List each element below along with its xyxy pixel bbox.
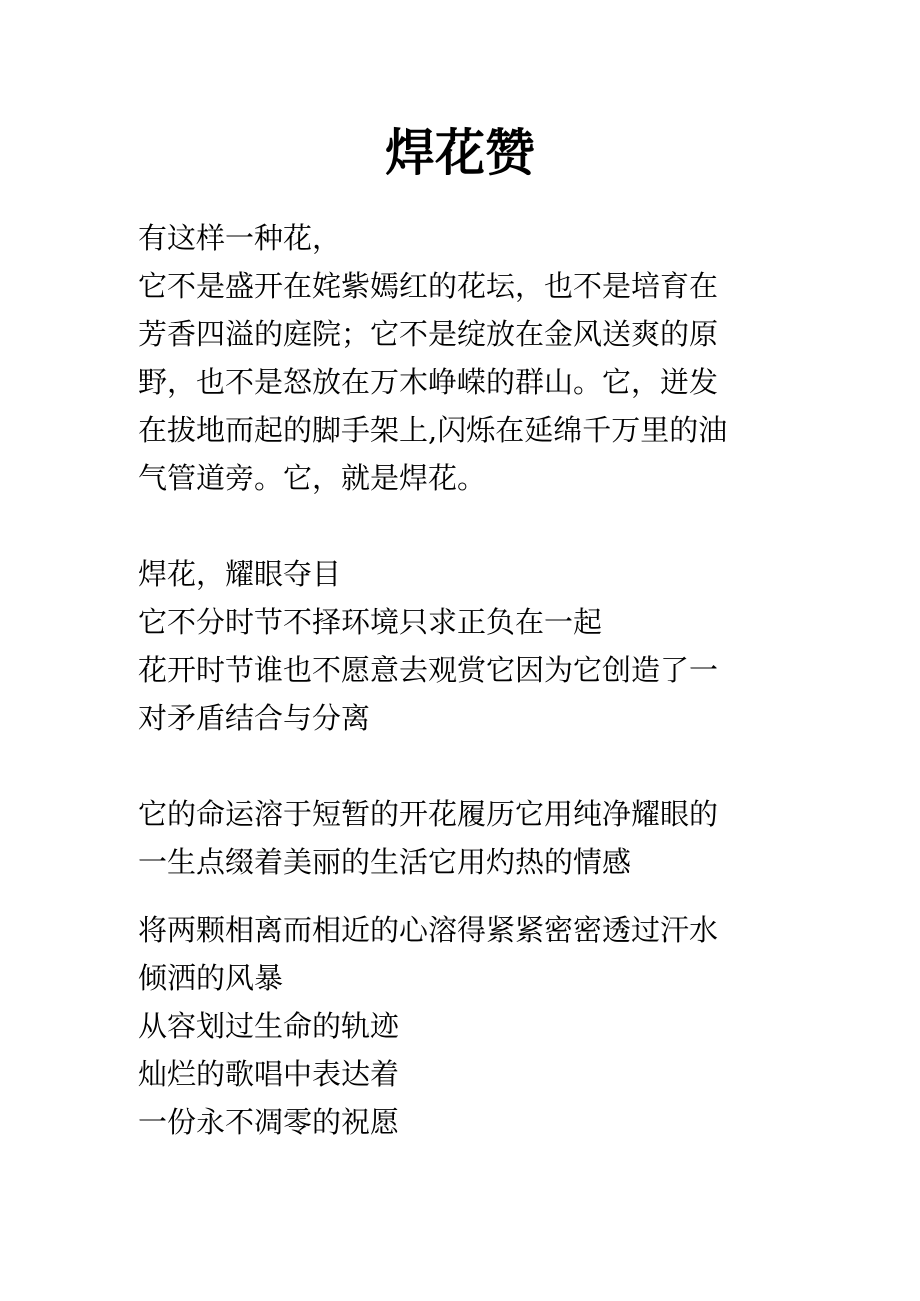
text-line: 倾洒的风暴 bbox=[138, 961, 284, 995]
paragraph-4 bbox=[138, 906, 788, 1146]
text-line: 一份永不凋零的祝愿 bbox=[138, 1105, 400, 1139]
text-line: 从容划过生命的轨迹 bbox=[138, 1009, 400, 1043]
text-line: 在拔地而起的脚手架上,闪烁在延绵千万里的油 bbox=[138, 413, 728, 447]
document-title: 焊花赞 bbox=[385, 124, 535, 182]
text-line: 它不是盛开在姹紫嫣红的花坛，也不是培育在 bbox=[138, 269, 719, 303]
paragraph-spacer bbox=[138, 886, 788, 906]
text-line: 芳香四溢的庭院；它不是绽放在金风送爽的原 bbox=[138, 317, 719, 351]
text-line: 气管道旁。它，就是焊花。 bbox=[138, 461, 487, 495]
paragraph-spacer bbox=[138, 502, 788, 550]
text-line: 对矛盾结合与分离 bbox=[138, 701, 371, 735]
paragraph-2 bbox=[138, 550, 788, 742]
text-line: 野，也不是怒放在万木峥嵘的群山。它，迸发 bbox=[138, 365, 719, 399]
text-line: 将两颗相离而相近的心溶得紧紧密密透过汗水 bbox=[138, 913, 719, 947]
document-body bbox=[138, 214, 788, 1146]
paragraph-3 bbox=[138, 790, 788, 886]
text-line: 它不分时节不择环境只求正负在一起 bbox=[138, 605, 603, 639]
text-line: 一生点缀着美丽的生活它用灼热的情感 bbox=[138, 845, 632, 879]
text-line: 灿烂的歌唱中表达着 bbox=[138, 1057, 400, 1091]
paragraph-spacer bbox=[138, 742, 788, 790]
text-line: 有这样一种花， bbox=[138, 221, 342, 255]
text-line: 花开时节谁也不愿意去观赏它因为它创造了一 bbox=[138, 653, 719, 687]
text-line: 焊花，耀眼夺目 bbox=[138, 557, 342, 591]
text-line: 它的命运溶于短暂的开花履历它用纯净耀眼的 bbox=[138, 797, 719, 831]
paragraph-1 bbox=[138, 214, 788, 502]
